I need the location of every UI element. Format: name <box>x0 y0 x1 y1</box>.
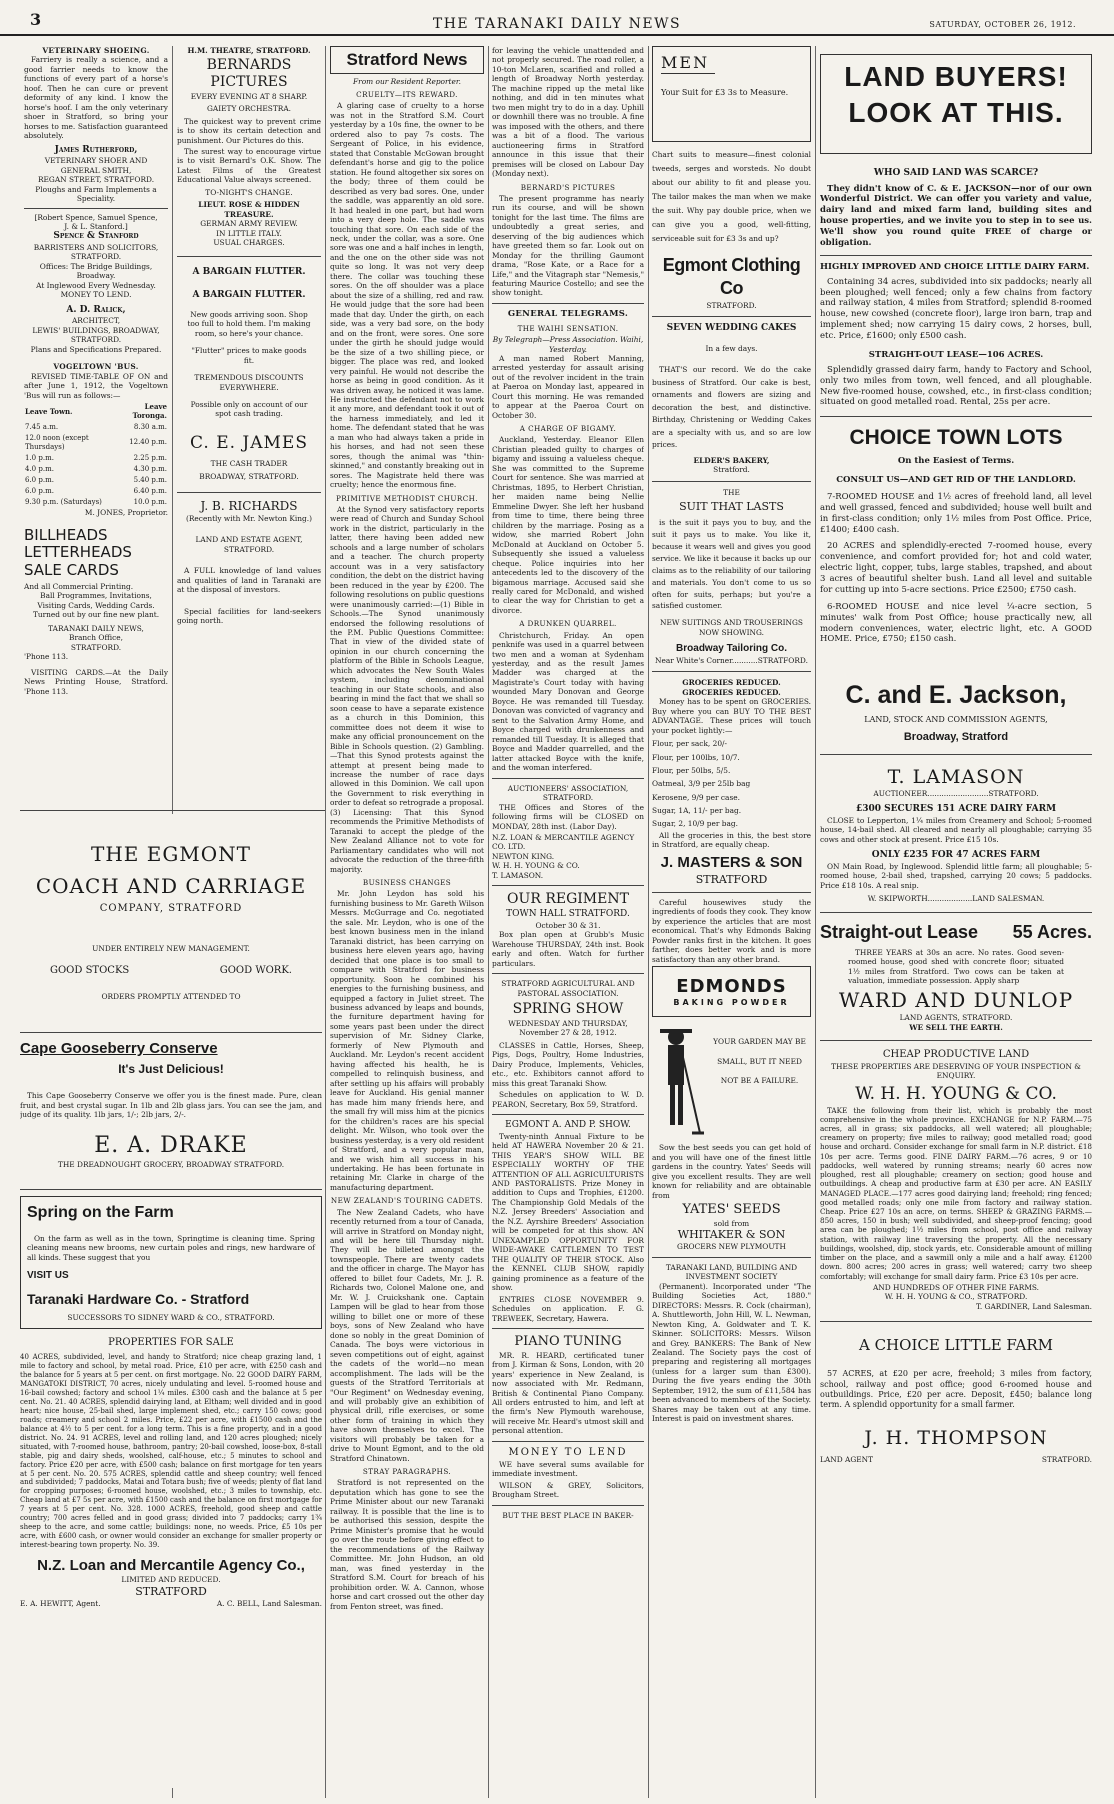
men-heading: MEN <box>661 53 715 74</box>
ad-line: J. & L. Stanford.] <box>64 222 128 232</box>
ad-line: STRATFORD <box>695 872 768 886</box>
ad-line: 'Phone 113. <box>24 652 69 662</box>
ad-line: Stratford. <box>713 465 750 475</box>
printing-ad-headline <box>24 527 168 579</box>
ad-line: Branch Office, <box>69 633 123 643</box>
men-suit-ad <box>652 46 811 142</box>
ad-heading: AUCTIONEERS' ASSOCIATION, STRATFORD. <box>507 783 629 803</box>
masthead <box>0 0 1114 36</box>
jackson-title: C. and E. Jackson, <box>845 681 1067 710</box>
ad-line: [Robert Spence, Samuel Spence, <box>34 212 158 222</box>
ad-line: Your Suit for £3 3s to Measure. <box>661 88 789 98</box>
ad-line: BARRISTERS AND SOLICITORS, <box>33 243 159 252</box>
ad-line: N.Z. LOAN & MERCANTILE AGENCY CO. LTD. <box>492 832 635 852</box>
bernards-title: BERNARDS PICTURES <box>206 57 292 90</box>
ad-line: ORDERS PROMPTLY ATTENDED TO <box>101 992 241 1002</box>
table-row: 6.0 p.m. 5.40 p.m. <box>25 475 167 484</box>
ad-line: Box plan open at Grubb's Music Warehouse THURSDAY, 24th inst. Book early and often. Watch for further particulars. <box>492 930 644 968</box>
theatre-text: The quickest way to prevent crime is to show its certain detection and punishment. Our Pictures do this. <box>177 116 321 145</box>
ad-line: T. LAMASON. <box>492 870 544 880</box>
ad-line: ENTRIES CLOSE NOVEMBER 9. Schedules on application. F. G. TREWEEK, Secretary, Hawera. <box>492 1294 644 1323</box>
ad-line: STRATFORD. <box>70 335 122 345</box>
article-body: The present programme has nearly run its course, and will be shown tonight for the last time. The films are undoubtedly a great series, and deserving of the big audiences which have greeted them so far. Look out on Monday for the thrilling Gaumont drama, "Rose Kate, or a Race for a Life," and the Vitagraph star "Nemesis," featuring Maurice Costello; and see the show tonight. <box>492 193 644 298</box>
properties-list: 40 ACRES, subdivided, level, and handy to Stratford; nice cheap grazing land, 1 mile to factory and school, by metal road. Price, £10 per acre, with £250 cash and the balance for 5 years at 5 per cent. on first mortgage. No. 22 GOOD DAIRY FARM, MANGATOKI DISTRICT, 70 acres, nicely undulating and level. 5-roomed house and 16-bail cowshed; factory and school 1¼ miles. £300 cash and the balance at 5 per cent. No. 21. 40 ACRES, splendid dairying land, at Eltham; well divided and in good heart; nice house, 25-bail shed, large implement shed, etc.; carry 150 cows; good roads; creamery and school 2 miles. Price, £22 per acre, with £1500 cash and the balance at 4½ to 5 per cent. for a long term. This is a fine property, and in a good district. No. 24. 91 ACRES, level and rolling land, and 120 acres ploughed; nicely situated, with 7-roomed house, bathroom, pantry; 20-bail cowshed, loose-box, 8-stall stable, pig and dairy sheds, woolshed, calf-house, etc.; 5 minutes to school and factory. Price £20 per acre, with £500 cash; balance on first mortgage for ten years at 5 per cent. No. 20. 575 ACRES, splendid cattle and sheep country; well fenced and subdivided; 7 paddocks, Matai and Totara bush; five of weeds; plenty of flat land for cropping purposes; 6-roomed house, woolshed, etc.; 3 miles to township, etc. Cheap land at £7 5s per acre, with £1500 cash and the balance on first mortgage for 7 years at 5 per cent. No. 328. 1000 ACRES, freehold, good sheep and cattle country; 700 acres felled and in good grass; divided into 7 paddocks; carry 1¾ sheep to the acre, and some cattle; buildings: none, no weeds. Price, £5 10s per acre, with £600 cash, or owner would consider an exchange for smaller property or interest-bearing town property. No. 39. <box>20 1353 322 1550</box>
ad-line: SMALL, BUT IT NEED <box>717 1056 802 1066</box>
young-title: W. H. H. YOUNG & CO. <box>855 1083 1057 1104</box>
ad-line: Turned out by our fine new plant. <box>32 610 160 620</box>
ad-line: Speciality. <box>76 194 116 204</box>
ad-line: VETERINARY SHOER AND <box>44 156 148 166</box>
page-number: 3 <box>30 10 42 29</box>
ad-line: LAND, STOCK AND COMMISSION AGENTS, <box>864 715 1048 725</box>
article-body: Mr. John Leydon has sold his furnishing business to Mr. Gareth Wilson Messrs. McGurrage and Co. negotiated the sale. Mr. Leydon, who is one of the best known business men in the inland Taranaki district, has been carrying on business here eleven years ago, having decided that one place is too small to compare with Stratford for business opportunity. Soon he combined his energies to the furnishing business, and equipped a factory in Juliet street. The business advanced by leaps and bounds, the furniture department having for some years past been under the direct supervision of Mr. Sidney Clarke, formerly of New Plymouth and Auckland. Mr. Leydon's recent accident having affected his health, he is compelled to relinquish business, and after settling up his affairs will probably leave for Auckland. His genial manner has made him many friends here, and the small fry will miss him at the picnics for the children's races are his special delight. Mr. Wilson, who took over the business yesterday, is a very old resident of Stratford, and a very popular man, and we wish him all success in his undertaking. He has been fortunate in retaining Mr. Clarke in charge of the manufacturing department. <box>330 889 484 1192</box>
article-body: Stratford is not represented on the deputation which has gone to see the Prime Minister about our new Taranaki railway. It is possible that the line is to be authorised this session, despite the Prime Minister's promise that he would go over the route before giving effect to the recommendations of the Railway Committee. Mr. John Hudson, an old man, was fined yesterday in the Stratford S.M. Court for breach of his prohibition order. W. A. Cannon, whose horse and cart crossed out the other day from Fenton street, was fined. <box>330 1478 484 1611</box>
choice-town-lots-title: CHOICE TOWN LOTS <box>849 426 1063 450</box>
ad-line: LIEUT. ROSE & HIDDEN TREASURE. <box>198 200 300 219</box>
land-heading: CONSULT US—AND GET RID OF THE LANDLORD. <box>836 475 1076 486</box>
ward-dunlop-title: WARD AND DUNLOP <box>838 987 1074 1012</box>
ad-line: THESE PROPERTIES ARE DESERVING OF YOUR INSPECTION & ENQUIRY. <box>831 1061 1081 1081</box>
list-item: Kerosene, 9/9 per case. <box>652 792 740 802</box>
article-body: Christchurch, Friday. An open penknife was used in a quarrel between two men and a woman at Sydenham yesterday, and as the result James Madder was charged at the Magistrate's Court today with having wounded Mary Donovan and George Boyce. He was remanded till Tuesday. Donovan was convicted of vagrancy and sent to the Salvation Army Home, and Boyce charged with drunkenness and remanded till Tuesday. It is alleged that Boyce and Madder quarrelled, and the latter attacked Boyce with the knife, and the woman interfered. <box>492 630 644 773</box>
column-rule <box>815 46 816 1798</box>
yates-title: YATES' SEEDS <box>682 1202 781 1218</box>
flutter-heading: A BARGAIN FLUTTER. <box>192 266 306 277</box>
article-heading: NEW ZEALAND'S TOURING CADETS. <box>330 1196 484 1206</box>
land-buyers-title: LAND BUYERS! <box>844 61 1068 92</box>
hardware-ad <box>20 1196 322 1329</box>
bus-heading: VOGELTOWN 'BUS. <box>53 362 139 372</box>
cakes-heading: SEVEN WEDDING CAKES <box>666 322 797 333</box>
ad-line: THAT'S our record. We do the cake business of Stratford. Our cake is best, ornaments and flowers are sizing and decoration the best, and distinctive. Birthday, Christening or Wedding Cakes are a specialty with us, and so are low prices. <box>652 364 811 450</box>
ad-line: At Inglewood Every Wednesday. <box>36 280 156 290</box>
list-item: Oatmeal, 3/9 per 25lb bag <box>652 779 751 789</box>
ad-line: THE DREADNOUGHT GROCERY, BROADWAY STRATFORD. <box>57 1159 285 1169</box>
ad-line: BUT THE BEST PLACE IN BAKER- <box>502 1510 634 1520</box>
ad-line: MR. R. HEARD, certificated tuner from J. Kirman & Sons, London, with 20 years' experience in New Zealand, is now associated with Mr. Redmann, British & Continental Piano Company. All orders entrusted to him, and left at the firm's New Plymouth warehouse, will receive Mr. Heard's utmost skill and personal attention. <box>492 1350 644 1436</box>
loan-footer <box>20 1599 322 1608</box>
article-body: At the Synod very satisfactory reports were read of Church and Sunday School work in the district, particularly in the latter, there having been added new schools and a large number of scholars and a teacher. The church property account was in a very satisfactory condition, the debt on the district having been reduced in the year by £200. The following resolutions on public questions were unanimously carried:—(1) Bible in Schools.—The Synod unanimously endorsed the following resolutions of the P.M. Public Questions Committee: That in view of the divided state of opinion in our church concerning the platform of the Bible in Schools League, which advocates the New South Wales system, including denominational teaching in our State schools, and also bearing in mind the fact that we shall so soon cease to have a separate existence as a church in this Dominion, this committee does not deem it wise to make any official pronouncement on the Bible in Schools question. (2) Gambling.—That this Synod protests against the attempt at present being made to increase the number of race days allowed in this Dominion. We call upon the Government to risk everything in order to defeat so retrograde a proposal. (3) Licensing: That this Synod recommends the Primitive Methodists of Taranaki to accept the pledge of the New Zealand Alliance not to vote for Parliamentary candidates who will not advocate the reduction of the three-fifth majority. <box>330 504 484 874</box>
spring-show-title: SPRING SHOW <box>512 1001 624 1018</box>
land-text: 20 ACRES and splendidly-erected 7-roomed house, every convenience, and comfort provided for; hot and cold water, electric light, copper, tubs, large stables, trapshed, and about 3 acres of beautiful shelter bush. Land all level and suitable for cutting up into 5-acre sections. Price £2500; £750 cash. <box>820 541 1092 595</box>
ad-line: LAND AGENTS, STRATFORD. <box>899 1013 1013 1023</box>
ad-line: All the groceries in this, the best store in Stratford, are equally cheap. <box>652 830 811 850</box>
table-row: Leave Town. Leave Toronga. <box>25 402 167 421</box>
article-heading: BUSINESS CHANGES <box>362 878 452 888</box>
ad-line: TO-NIGHT'S CHANGE. <box>205 187 293 197</box>
printing-ad-body <box>24 582 168 662</box>
rutherford-ad <box>24 145 168 204</box>
ad-line: STRATFORD. <box>706 300 757 310</box>
article-heading: A DRUNKEN QUARREL. <box>519 619 617 629</box>
table-row: 9.30 p.m. (Saturdays) 10.0 p.m. <box>25 497 167 506</box>
drake-title: E. A. DRAKE <box>94 1132 248 1158</box>
hardware-title: Taranaki Hardware Co. - Stratford <box>27 1290 250 1307</box>
yates-seeds-ad <box>652 1023 811 1143</box>
ad-line: BROADWAY, STRATFORD. <box>199 472 299 482</box>
ad-line: Visiting Cards, Wedding Cards. <box>37 600 155 610</box>
ad-line: Near White's Corner...........STRATFORD. <box>655 655 808 665</box>
ad-line: WE SELL THE EARTH. <box>909 1022 1003 1032</box>
land-heading: WHO SAID LAND WAS SCARCE? <box>873 168 1039 178</box>
article-heading: BERNARD'S PICTURES <box>520 182 616 192</box>
ad-line: Broadway. <box>76 271 116 281</box>
ad-line: VISIT US <box>27 1270 69 1282</box>
thompson-title: J. H. THOMPSON <box>864 1427 1048 1450</box>
ad-line: Plans and Specifications Prepared. <box>30 344 162 354</box>
gardener-with-rake-illustration <box>652 1023 704 1143</box>
ad-line: Schedules on application to W. D. PEARON, Secretary, Box 59, Stratford. <box>492 1090 644 1109</box>
ad-line: COMPANY, STRATFORD <box>99 903 243 915</box>
land-text: THREE YEARS at 30s an acre. No rates. Good seven-roomed house, good shed with concrete floor; situated 1½ miles from Stratford. Two cows can be taken at valuation, immediate possession. Apply sharp <box>848 947 1064 986</box>
flutter-heading: A BARGAIN FLUTTER. <box>192 290 306 301</box>
ad-line: W. H. H. YOUNG & CO. <box>492 861 580 871</box>
ad-line: W. SKIPWORTH...................LAND SALESMAN. <box>867 894 1045 904</box>
ad-line: "Flutter" prices to make goods fit. <box>191 346 307 365</box>
ad-line: STRATFORD. <box>1041 1454 1092 1464</box>
ad-line: SALE CARDS <box>24 560 119 579</box>
gooseberry-title: Cape Gooseberry Conserve <box>20 1039 218 1057</box>
broadway-tailoring-title: Broadway Tailoring Co. <box>676 643 787 655</box>
ad-line: GOOD WORK. <box>219 965 292 977</box>
land-text: They didn't know of C. & E. JACKSON—nor of our own Wonderful District. We can offer you variety and value, dairy land and mixed farm land, building sites and house properties, and we invite you to step in to see us. We'll show you round quite FREE of charge or obligation. <box>820 183 1092 248</box>
column-1-top <box>24 46 168 808</box>
article-body: for leaving the vehicle unattended and not properly secured. The road roller, a 10-ton McLaren, scarified and rolled a length of Broadway North yesterday. The machine ripped up the metal like nothing, and did in ten minutes what two men might try to do in a day. Uphill or downhill there was no trouble. A fine was imposed with the others, and there was a bit of a flood. The various auctioneering firms in Stratford announce in this issue that their premises will be closed on Labour Day (Monday next). <box>492 46 644 179</box>
coach-row <box>20 965 322 978</box>
ad-line: LEWIS' BUILDINGS, BROADWAY, <box>32 325 160 335</box>
ad-line: October 30 & 31. <box>535 920 601 930</box>
ad-line: LETTERHEADS <box>24 543 132 562</box>
list-item: Sugar, 1A, 11/- per bag. <box>652 805 742 815</box>
coach-title: COACH AND CARRIAGE <box>35 873 307 898</box>
ad-line: is the suit it pays you to buy, and the suit it pays us to make. You like it, because it wears well and gives you good service. We like it because it backs up our claims as to the reliability of our tailoring and materials. You don't come to us so often for suits, perhaps; but you're a satisfied customer. <box>652 518 811 611</box>
money-title: MONEY TO LEND <box>508 1446 628 1458</box>
land-text: TAKE the following from their list, which is probably the most comprehensive in the whole province. EXCHANGE for N.P. FARM.—75 acres, all in grass; six paddocks, all well watered; all ploughable; creamery on property; five miles to railway; good metalled road; good house and orchard. Consider exchange for small farm in N.P. district. £18 10s per acre. Terms good. FINE DAIRY FARM.—76 acres, 9 or 10 paddocks, well watered by running streams; nearly 60 acres now ploughed, rest all ploughable; creamery on section; good house and outbuildings. A cheap and productive farm at £30 per acre. AN EASILY MANAGED PLACE.—177 acres good dairying land; freehold; ring fenced; good metalled roads; only one mile from factory and railway station. Cheap. Price £27 10s an acre, on terms. SHEEP & GRAZING FARMS.—850 acres, 150 in bush; well subdivided, and sheep-proof fencing; good area can be ploughed; 1½ miles from school, post office and railway station, with railway line traversing the property. All the necessary buildings, woolshed, dip, stock yards, etc. Considerable amount of milling timber on the place, and a sawmill only a mile and a half away. £1200 down. 800 acres; 200 acres in grass; well watered; carry two sheep comfortably; will exchange for small dairy farm. Price £3 10s per acre. <box>820 1105 1092 1281</box>
list-item: Flour, per 100lbs, 10/7. <box>652 752 740 762</box>
edmonds-baking-powder-logo <box>652 966 811 1017</box>
ad-line: Ball Programmes, Invitations, <box>40 591 152 601</box>
ad-line: LIMITED AND REDUCED. <box>121 1575 221 1585</box>
ad-line: WEDNESDAY AND THURSDAY, <box>508 1018 628 1028</box>
land-text: 7-ROOMED HOUSE and 1½ acres of freehold land, all level and well grassed, fenced and subdivided; house well built and in first-class condition; only 1½ miles from Post Office. Price, £1400; £400 cash. <box>820 491 1092 535</box>
ad-line: NEWTON KING. <box>492 851 555 861</box>
land-text: 6-ROOMED HOUSE and nice level ¼-acre section, 5 minutes' walk from Post Office; house practically new, all modern conveniences, water, electric light, etc. A GOOD HOME. Price, £750; £150 cash. <box>820 601 1092 645</box>
ad-heading: TARANAKI LAND, BUILDING AND INVESTMENT SOCIETY <box>665 1262 798 1282</box>
ad-line: And all Commercial Printing. <box>24 581 134 591</box>
lamason-title: T. LAMASON <box>887 765 1025 788</box>
section-heading: GENERAL TELEGRAMS. <box>507 308 629 319</box>
land-text: Containing 34 acres, subdivided into six paddocks; nearly all been ploughed; well fenced; only a few chains from factory and railway station, 4 miles from Stratford; splendid 8-roomed house, new cowshed (concrete floor), large iron barn, trap and implement shed; now carrying 15 dairy cows, 2 horses, bull, etc. Price, £1600; only £500 cash. <box>820 276 1092 342</box>
piano-title: PIANO TUNING <box>514 1334 622 1350</box>
ad-line: Chart suits to measure—finest colonial tweeds, serges and worsteds. No doubt about our ability to fit and please you. The tailor makes the man when we make the suit. Why pay double price, when we can give you a good, well-fitting, serviceable suit for £3 3s and up? <box>652 150 811 244</box>
byline: By Telegraph—Press Association. Waihi, Yesterday. <box>492 335 644 354</box>
land-heading: ONLY £235 FOR 47 ACRES FARM <box>871 850 1041 861</box>
list-item: Sugar, 2, 10/9 per bag. <box>652 819 738 829</box>
properties-heading: PROPERTIES FOR SALE <box>108 1337 234 1349</box>
column-stratford-news <box>330 46 484 1798</box>
ad-line: This Cape Gooseberry Conserve we offer you is the finest made. Pure, clean fruit, and best crystal sugar. In 1lb and 2lb glass jars. You can see the jam, and judge of its quality. 1lb jars, 1/-; 2lb jars, 2/-. <box>20 1091 322 1120</box>
loan-agency-title: N.Z. Loan and Mercantile Agency Co., <box>37 1557 305 1575</box>
ad-line: A. C. BELL, Land Salesman. <box>216 1598 322 1608</box>
stratford-news-title: Stratford News <box>346 50 468 69</box>
article-body: Auckland, Yesterday. Eleanor Ellen Christian pleaded guilty to charges of bigamy and issuing a valueless cheque. She was committed to the Supreme Court for sentence. She was married at Christmas, 1895, to Herbert Christian, her maiden name being Nellie Emmeline Dwyer. She left her husband from time to time, there being three children by the marriage. Posing as a widow, she married Robert John McDonald at Auckland on October 5. Subsequently she issued a valueless cheque. Police inquiries into her antecedents led to the discovery of the bigamous marriage. Accused said she really cared for McDonald, and wished to clear the way for Christian to get a divorce. <box>492 435 644 615</box>
ad-line: AUCTIONEER..........................STRATFORD. <box>873 788 1039 798</box>
stratford-news-banner <box>330 46 484 74</box>
ad-line: November 27 & 28, 1912. <box>519 1028 617 1038</box>
bus-signature: M. JONES, Proprietor. <box>84 507 168 517</box>
ad-line: STRATFORD. <box>70 642 122 652</box>
ad-line: Money has to be spent on GROCERIES. Buy where you can BUY TO THE BEST ADVANTAGE. These prices will touch your pocket lightly:— <box>652 697 811 735</box>
article-body: The New Zealand Cadets, who have recently returned from a tour of Canada, will arrive in Stratford on Monday night, and will be here till Thursday night. They will be billeted amongst the townspeople. There are twenty cadets and the officer in charge. The Mayor has offered to billet four Cadets, Mr. J. R. Richards two, Colonel Malone one, and Mr. W. J. Cruickshank one. Captain Lampen will be glad to hear from those willing to billet one or more of these boys, sons of New Zealand who have done so nobly in the great Dominion of Canada. The boys were victorious in seven competitions out of eight, against the cadets of the world—no mean accomplishment. The lads will be the guests of the Stratford Territorials at "Our Regiment" on Wednesday evening, and will probably give an exhibition of physical drill, rifle exercises, or some other form of training in which they have shown themselves to excel. The visitors will probably be taken for a drive to Mount Egmont, and to the old Stratford Chinatown. <box>330 1207 484 1463</box>
ad-line: GENERAL SMITH, <box>60 165 132 175</box>
ad-line: Broadway, Stratford <box>903 730 1009 743</box>
column-land-agents <box>820 46 1092 1798</box>
ad-heading: EGMONT A. AND P. SHOW. <box>505 1120 631 1131</box>
edmonds-wordmark: EDMONDS <box>676 976 787 998</box>
table-row: 7.45 a.m. 8.30 a.m. <box>25 422 167 431</box>
ad-line: TOWN HALL STRATFORD. <box>506 909 630 920</box>
bus-timetable <box>24 402 168 508</box>
column-rule <box>488 46 489 1798</box>
ad-line: THE <box>723 487 740 497</box>
article-body: A man named Robert Manning, arrested yesterday for assault arising out of the revolver incident in the train at Paeroa on Monday last, appeared in Court this morning. He was remanded to appear at the Paeroa Court on October 30. <box>492 353 644 420</box>
ad-line: AND HUNDREDS OF OTHER FINE FARMS. <box>872 1282 1040 1292</box>
richards-name: J. B. RICHARDS <box>200 498 298 513</box>
acres-55-title: 55 Acres. <box>1012 921 1092 942</box>
ad-line: LAND AND ESTATE AGENT, STRATFORD. <box>195 535 303 554</box>
land-heading: HIGHLY IMPROVED AND CHOICE LITTLE DAIRY FARM. <box>820 261 1090 272</box>
groceries-heading: GROCERIES REDUCED. <box>682 678 781 688</box>
column-telegrams <box>492 46 644 1798</box>
ad-line: It's Just Delicious! <box>118 1061 224 1076</box>
ad-line: USUAL CHARGES. <box>213 238 285 248</box>
ad-line: GERMAN ARMY REVIEW. <box>200 219 298 229</box>
ad-line: T. GARDINER, Land Salesman. <box>976 1301 1092 1311</box>
list-item: Flour, per sack, 20/- <box>652 739 728 749</box>
bus-intro: REVISED TIME-TABLE OF ON and after June 1, 1912, the Vogeltown 'Bus will run as follows:— <box>24 371 168 400</box>
ad-line: WE have several sums available for immediate investment. <box>492 1459 644 1479</box>
land-heading: CHEAP PRODUCTIVE LAND <box>882 1049 1030 1061</box>
thompson-footer <box>820 1455 1092 1464</box>
land-text: CLOSE to Lepperton, 1¼ miles from Creamery and School; 5-roomed house, 14-bail shed. All cleared and nearly all ploughable; carrying 35 cows and other stock at present. Price £15 10s. <box>820 815 1092 844</box>
ad-line: New goods arriving soon. Shop too full to hold them. I'm making room, so here's your chance. <box>187 309 311 338</box>
choice-little-farm-title: A CHOICE LITTLE FARM <box>858 1336 1054 1355</box>
list-item: Flour, per 50lbs, 5/5. <box>652 765 731 775</box>
newspaper-title: THE TARANAKI DAILY NEWS <box>432 16 682 32</box>
land-heading: £300 SECURES 151 ACRE DAIRY FARM <box>855 804 1057 815</box>
ad-line: WILSON & GREY, Solicitors, Brougham Street. <box>492 1480 644 1500</box>
ad-line: sold from <box>713 1218 750 1228</box>
table-row: 4.0 p.m. 4.30 p.m. <box>25 464 167 473</box>
ad-line: MONEY TO LEND. <box>60 290 132 300</box>
ad-line: THE Offices and Stores of the following firms will be CLOSED on MONDAY, 28th inst. (Labor Day). <box>492 802 644 831</box>
ad-line: LAND AGENT <box>820 1454 874 1464</box>
land-heading: On the Easiest of Terms. <box>897 456 1015 467</box>
ad-line: GROCERS NEW PLYMOUTH <box>677 1242 786 1252</box>
theatre-text: The surest way to encourage virtue is to visit Bernard's O.K. Show. The Latest Films of the Greatest Educational Value always screened. <box>177 147 321 185</box>
article-heading: THE WAIHI SENSATION. <box>517 323 619 333</box>
ad-heading: STRATFORD AGRICULTURAL AND PASTORAL ASSOCIATION. <box>501 979 635 998</box>
article-heading: CRUELTY—ITS REWARD. <box>356 90 458 100</box>
suit-lasts-heading: SUIT THAT LASTS <box>679 500 784 514</box>
ad-line: NOT BE A FAILURE. <box>720 1076 799 1086</box>
ad-line: STRATFORD. <box>70 252 122 262</box>
ad-line: IN LITTLE ITALY. <box>216 228 282 238</box>
whitaker-title: WHITAKER & SON <box>677 1228 786 1242</box>
ad-line: THE CASH TRADER <box>210 458 288 468</box>
ad-line: YOUR GARDEN MAY BE <box>713 1037 806 1047</box>
ad-line: ARCHITECT, <box>71 316 121 326</box>
ad-line: CLASSES in Cattle, Horses, Sheep, Pigs, Dogs, Poultry, Home Industries, Dairy Produce, Implements, Vehicles, etc., etc. Exhibitors cannot afford to miss this great Taranaki Show. <box>492 1040 644 1088</box>
ad-line: (Recently with Mr. Newton King.) <box>185 513 312 523</box>
column-2-top <box>177 46 321 808</box>
article-heading: STRAY PARAGRAPHS. <box>362 1467 452 1477</box>
column-shop-ads <box>652 46 811 1798</box>
spence-ad <box>24 213 168 300</box>
column-rule <box>325 46 326 1798</box>
article-body: A glaring case of cruelty to a horse was not in the Stratford S.M. Court yesterday by a 10s fine, the owner to be ordered also to pay 7s costs. The Sergeant of Police, in his evidence, stated that Constable McGowan brought defendant's horse and gig to the police station. He found altogether six sores on the body; three of them could be described as very bad sores. One, under the saddle, was apparently an old sore. It had healed in one part, but had worn into a very deep hole. The saddle was touching that sore. On each side of the neck, under the collar, was a sore. One sore was one and a half inches in length, and the one on the other side was not quite so long. It was not very deep there. The collar was touching these sores. On the off shoulder was a place about the size of a shilling, red and raw. He would judge that the sore had been made that day. Under the girth, on each side, was a very bad sore, on the body and on the front, were sores. One sore under the girth he should judge would be the size of a two shilling piece, or bigger. The place was red, and looked very painful. He would not describe the horse as being in good condition. As it was driven away, he noticed it was lame. He instructed the defendant not to work it any more, and defendant took it out of the harness immediately, and led it home. The defendant stated that he was a man who had always taken a pride in his horses, and had not seen these sores, though the animal was "thin-skinned," and constantly breaking out in sores. The Magistrate held there was cruelty; hence the enormous fine. <box>330 101 484 490</box>
ad-line: E. A. HEWITT, Agent. <box>20 1598 101 1608</box>
visiting-cards-ad: VISITING CARDS.—At the Daily News Printing House, Stratford. 'Phone 113. <box>24 667 168 696</box>
rutherford-name: James Rutherford, <box>54 144 138 155</box>
ad-line: Careful housewives study the ingredients of foods they cook. They know by experience the articles that are most economical. That's why Edmonds Baking Powder ranks first in the kitchen. It goes farther, does better work and is more satisfactory than any other brand. <box>652 897 811 964</box>
ad-line: Ploughs and Farm Implements a <box>35 184 157 194</box>
regiment-title: OUR REGIMENT <box>507 891 629 908</box>
james-name: C. E. JAMES <box>190 432 308 453</box>
ad-line: GAIETY ORCHESTRA. <box>206 104 292 114</box>
land-heading: STRAIGHT-OUT LEASE—106 ACRES. <box>868 349 1044 360</box>
ad-line: TREMENDOUS DISCOUNTS EVERYWHERE. <box>194 373 304 392</box>
article-heading: PRIMITIVE METHODIST CHURCH. <box>336 493 478 503</box>
spring-farm-title: Spring on the Farm <box>27 1204 174 1222</box>
ad-line: On the farm as well as in the town, Springtime is cleaning time. Spring cleaning means new brooms, new curtain poles and rings, new hardware of all kinds. These suggest that you <box>27 1233 315 1262</box>
ralick-name: A. D. Ralick, <box>66 304 126 315</box>
ad-line: Twenty-ninth Annual Fixture to be held AT HAWERA November 20 & 21. THIS YEAR'S SHOW WILL BE ESPECIALLY WORTHY OF THE ATTENTION OF ALL AGRICULTURISTS AND PASTORALISTS. Prize Money in addition to Cups and Trophies, £1200. The Championship Gold Medals of the N.Z. Jersey Breeders' Association and the N.Z. Ayrshire Breeders' Association will be competed for at this show. AN UNEXAMPLED OPPORTUNITY FOR WIDE-AWAKE CATTLEMEN TO TEST THE QUALITY OF THEIR STOCK. Also the KENNEL CLUB SHOW, rapidly gaining prominence as a feature of the show. <box>492 1131 644 1293</box>
theatre-heading: H.M. THEATRE, STRATFORD. <box>187 46 311 55</box>
grocery-price-list <box>652 737 811 830</box>
ralick-ad <box>24 305 168 354</box>
ad-line: REGAN STREET, STRATFORD. <box>37 175 155 185</box>
ad-line: (Permanent). Incorporated under "The Building Societies Act, 1880." DIRECTORS: Messrs. R. Cock (chairman), A. Shuttleworth, John Hill, W. L. Newman, Newton King, A. Goldwater and T. K. Skinner. SOLICITORS: Messrs. Wilson and Grey. BANKERS: The Bank of New Zealand. The Society pays the cost of preparing and registering all mortgages (unless for a larger sum than £300). During the five years ending the 30th September, 1912, the sum of £11,584 has been advanced to members of the Society. Shares may be taken out at any time. Interest is paid on investment shares. <box>652 1281 811 1424</box>
groceries-heading: GROCERIES REDUCED. <box>682 687 781 697</box>
land-text: 57 ACRES, at £20 per acre, freehold; 3 miles from factory, school, railway and post office; good 6-roomed house and outbuildings. Price, £20 per acre. Deposit, £450; balance long term. A splendid opportunity for a small farmer. <box>820 1369 1092 1410</box>
ad-line: TARANAKI DAILY NEWS, <box>48 623 144 633</box>
ad-line: SUCCESSORS TO SIDNEY WARD & CO., STRATFORD. <box>67 1312 275 1322</box>
ad-line: W. H. H. YOUNG & CO., STRATFORD. <box>884 1292 1028 1302</box>
bottom-left-ads <box>20 814 322 1788</box>
issue-date: SATURDAY, OCTOBER 26, 1912. <box>929 20 1076 29</box>
ad-line: GOOD STOCKS <box>50 965 130 977</box>
column-rule <box>648 46 649 1798</box>
shoeing-body: Farriery is really a science, and a good farrier needs to know the functions of every part of a horse's hoof. Then he can cure or prevent deformity of any kind. I know the horse's hoof. I am the only veterinary shoer in Stratford, so bring your horses to me. Satisfaction guaranteed absolutely. <box>24 55 168 141</box>
land-text: ON Main Road, by Inglewood. Splendid little farm; all ploughable; 5-roomed house, 2-bail shed, trapshed, carrying 20 cows; 5 paddocks. Price £18 10s. A real snip. <box>820 861 1092 890</box>
ad-line: A FULL knowledge of land values and qualities of land in Taranaki are at the disposal of investors. <box>177 566 321 595</box>
byline: From our Resident Reporter. <box>353 76 461 86</box>
table-row: 12.0 noon (except Thursdays) 12.40 p.m. <box>25 433 167 451</box>
ad-line: Sow the best seeds you can get hold of and you will have one of the finest little gardens in the country. Yates' Seeds will give you excellent results. They are well known for reliability and are obtainable from <box>652 1143 811 1200</box>
ad-line: UNDER ENTIRELY NEW MANAGEMENT. <box>92 943 250 953</box>
spence-name: Spence & Stanford <box>53 231 139 242</box>
article-heading: A CHARGE OF BIGAMY. <box>519 424 617 434</box>
look-at-this-title: LOOK AT THIS. <box>848 96 1064 128</box>
land-buyers-banner <box>820 54 1092 154</box>
ad-line: BILLHEADS <box>24 526 108 545</box>
ad-line: Offices: The Bridge Buildings, <box>39 261 153 271</box>
straight-out-lease-title: Straight-out Lease <box>820 921 979 942</box>
edmonds-subtitle: BAKING POWDER <box>673 998 790 1008</box>
egmont-clothing-title: Egmont Clothing Co <box>662 255 801 299</box>
coach-title: THE EGMONT <box>90 842 252 866</box>
table-row: 1.0 p.m. 2.25 p.m. <box>25 453 167 462</box>
ad-line: Possible only on account of our spot cash trading. <box>190 400 308 419</box>
masters-title: J. MASTERS & SON <box>660 854 803 872</box>
ad-line: In a few days. <box>705 344 758 354</box>
land-text: Splendidly grassed dairy farm, handy to Factory and School, only two miles from town, well fenced, and all ploughable. New five-roomed house, cowshed, etc., in first-class condition; situated on good metalled road. Rental, 25s per acre. <box>820 364 1092 408</box>
ad-line: EVERY EVENING AT 8 SHARP. <box>190 91 308 101</box>
lease-55-header <box>820 921 1092 944</box>
table-row: 6.0 p.m. 6.40 p.m. <box>25 486 167 495</box>
elder-bakery: ELDER'S BAKERY, <box>693 456 770 465</box>
ad-line: STRATFORD <box>135 1584 207 1598</box>
ad-line: NEW SUITINGS AND TROUSERINGS NOW SHOWING. <box>660 618 803 637</box>
ad-line: Special facilities for land-seekers going north. <box>177 606 321 626</box>
shoeing-heading: VETERINARY SHOEING. <box>42 46 150 55</box>
